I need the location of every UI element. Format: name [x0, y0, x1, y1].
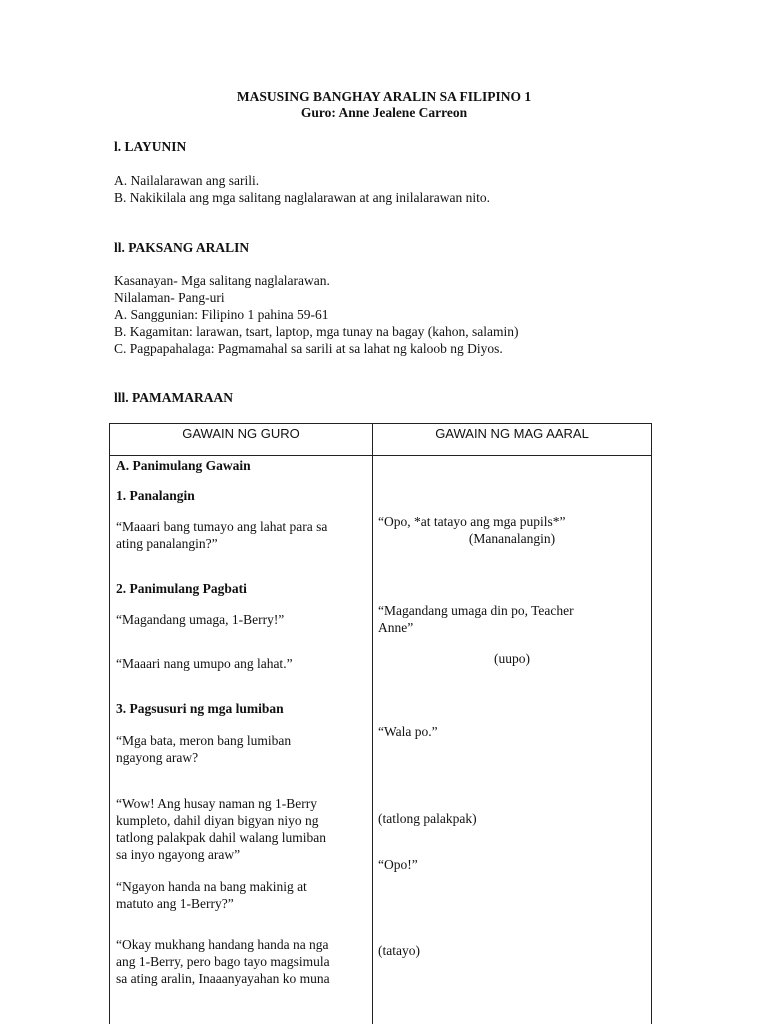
- paksang-aralin-item: B. Kagamitan: larawan, tsart, laptop, mga tunay na bagay (kahon, salamin): [114, 324, 519, 339]
- guro-text: “Maaari bang tumayo ang lahat para sa: [116, 519, 328, 534]
- mag-aaral-text: Anne”: [378, 620, 414, 635]
- mag-aaral-text: (tatlong palakpak): [378, 811, 477, 826]
- guro-text: “Maaari nang umupo ang lahat.”: [116, 656, 293, 671]
- pamamaraan-table: [109, 423, 652, 1024]
- guro-subsection-heading: 3. Pagsusuri ng mga lumiban: [116, 701, 284, 716]
- mag-aaral-text: “Magandang umaga din po, Teacher: [378, 603, 574, 618]
- section-layunin-heading: l. LAYUNIN: [114, 139, 187, 154]
- guro-text: “Magandang umaga, 1-Berry!”: [116, 612, 285, 627]
- paksang-aralin-item: Kasanayan- Mga salitang naglalarawan.: [114, 273, 330, 288]
- teacher-name: Guro: Anne Jealene Carreon: [300, 105, 468, 120]
- layunin-item: B. Nakikilala ang mga salitang naglalarawan at ang inilalarawan nito.: [114, 190, 490, 205]
- paksang-aralin-item: A. Sanggunian: Filipino 1 pahina 59-61: [114, 307, 329, 322]
- mag-aaral-text: “Opo, *at tatayo ang mga pupils*”: [378, 514, 566, 529]
- guro-text: kumpleto, dahil diyan bigyan niyo ng: [116, 813, 319, 828]
- mag-aaral-text: (tatayo): [378, 943, 420, 958]
- section-pamamaraan-heading: lll. PAMAMARAAN: [114, 390, 233, 405]
- guro-text: “Ngayon handa na bang makinig at: [116, 879, 307, 894]
- guro-text: ating panalangin?”: [116, 536, 218, 551]
- paksang-aralin-item: C. Pagpapahalaga: Pagmamahal sa sarili at sa lahat ng kaloob ng Diyos.: [114, 341, 503, 356]
- guro-text: tatlong palakpak dahil walang lumiban: [116, 830, 326, 845]
- mag-aaral-text: (Mananalangin): [468, 531, 556, 546]
- mag-aaral-text: (uupo): [494, 651, 530, 666]
- guro-text: “Mga bata, meron bang lumiban: [116, 733, 292, 748]
- guro-text: sa ating aralin, Inaaanyayahan ko muna: [116, 971, 330, 986]
- guro-text: matuto ang 1-Berry?”: [116, 896, 234, 911]
- guro-text: ngayong araw?: [116, 750, 199, 765]
- paksang-aralin-item: Nilalaman- Pang-uri: [114, 290, 225, 305]
- guro-text: ang 1-Berry, pero bago tayo magsimula: [116, 954, 330, 969]
- guro-subsection-heading: 2. Panimulang Pagbati: [116, 581, 247, 596]
- guro-section-heading: A. Panimulang Gawain: [116, 458, 251, 473]
- layunin-item: A. Nailalarawan ang sarili.: [114, 173, 260, 188]
- guro-text: sa inyo ngayong araw”: [116, 847, 241, 862]
- column-header-guro: GAWAIN NG GURO: [182, 426, 300, 441]
- table-column-divider: [372, 424, 373, 1024]
- column-header-mag-aaral: GAWAIN NG MAG AARAL: [435, 426, 589, 441]
- mag-aaral-text: “Wala po.”: [378, 724, 438, 739]
- section-paksang-aralin-heading: ll. PAKSANG ARALIN: [114, 240, 250, 255]
- table-header-divider: [110, 455, 651, 456]
- document-title: MASUSING BANGHAY ARALIN SA FILIPINO 1: [236, 89, 532, 104]
- guro-text: “Okay mukhang handang handa na nga: [116, 937, 329, 952]
- guro-subsection-heading: 1. Panalangin: [116, 488, 195, 503]
- guro-text: “Wow! Ang husay naman ng 1-Berry: [116, 796, 317, 811]
- mag-aaral-text: “Opo!”: [378, 857, 418, 872]
